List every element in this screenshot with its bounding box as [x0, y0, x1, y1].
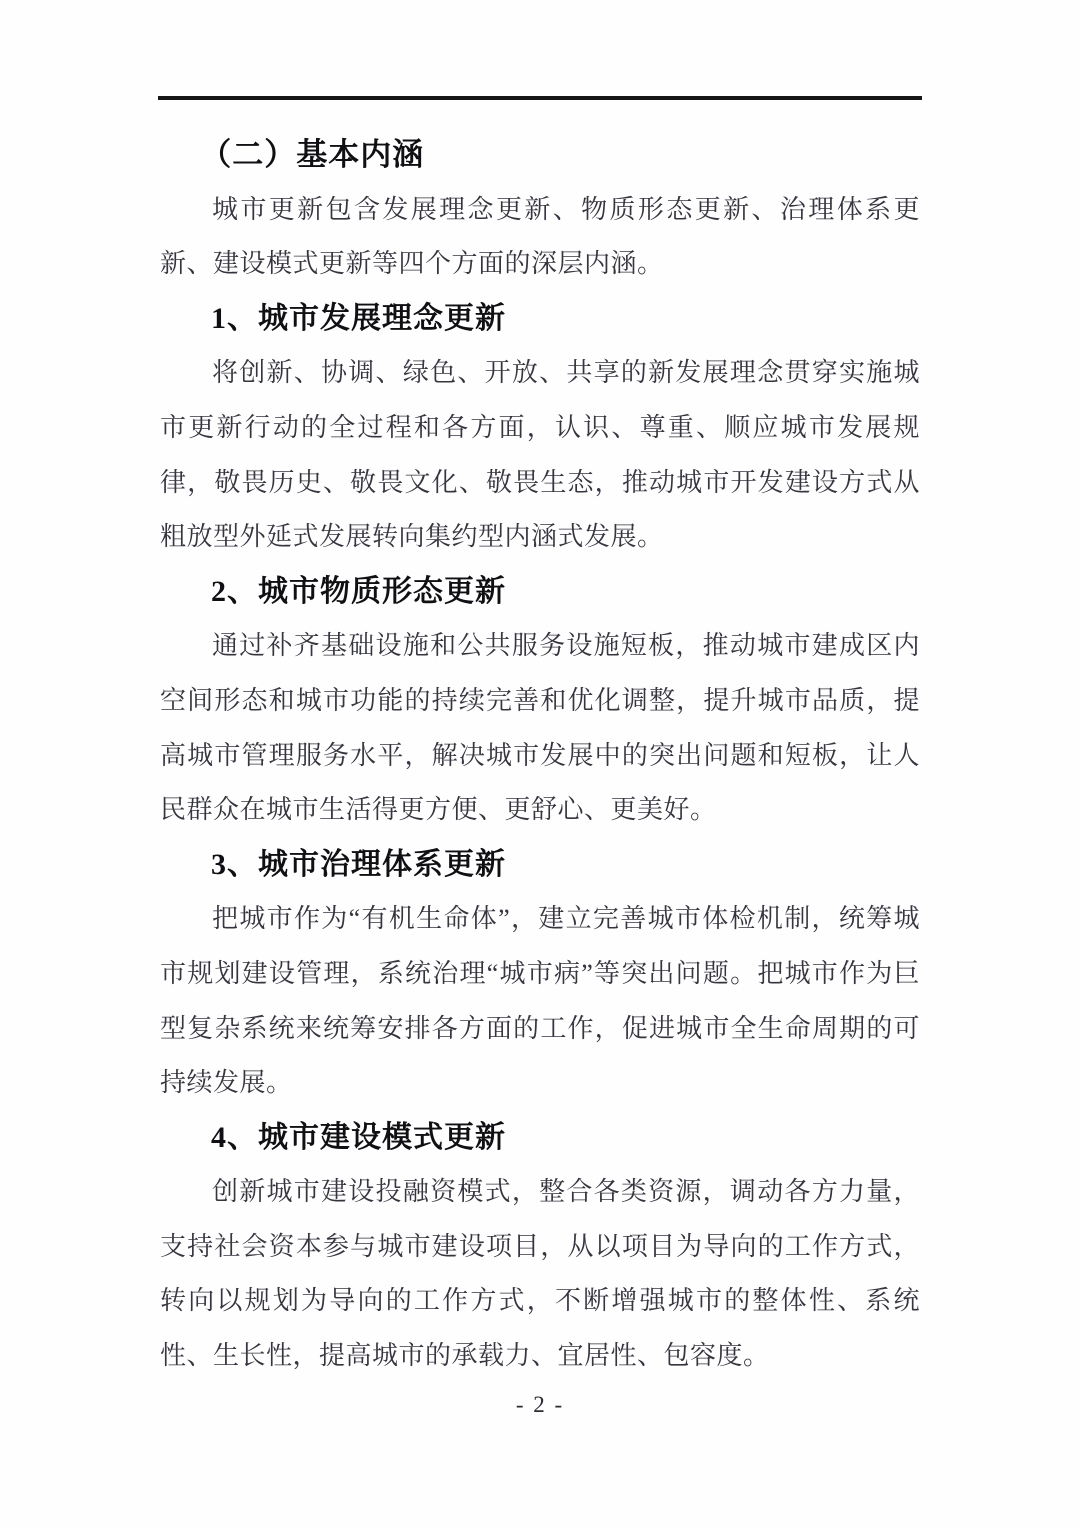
page-number: - 2 -	[515, 1392, 565, 1417]
intro-paragraph: 城市更新包含发展理念更新、物质形态更新、治理体系更新、建设模式更新等四个方面的深层内涵。	[160, 194, 920, 279]
subsection-3-paragraph: 把城市作为“有机生命体”，建立完善城市体检机制，统筹城市规划建设管理，系统治理“城市病”等突出问题。把城市作为巨型复杂系统来统筹安排各方面的工作，促进城市全生命周期的可持续发展。	[160, 904, 920, 1098]
section-heading: （二）基本内涵	[200, 137, 425, 172]
document-content	[160, 128, 920, 1384]
subsection-3-heading: 3、城市治理体系更新	[211, 847, 506, 881]
subsection-2-heading: 2、城市物质形态更新	[211, 574, 506, 608]
header-rule	[158, 96, 922, 100]
subsection-1-heading: 1、城市发展理念更新	[211, 301, 506, 335]
subsection-2-paragraph: 通过补齐基础设施和公共服务设施短板，推动城市建成区内空间形态和城市功能的持续完善和优化调整，提升城市品质，提高城市管理服务水平，解决城市发展中的突出问题和短板，让人民群众在城市生活得更方便、更舒心、更美好。	[160, 631, 920, 825]
subsection-4-heading: 4、城市建设模式更新	[211, 1120, 506, 1154]
subsection-1-paragraph: 将创新、协调、绿色、开放、共享的新发展理念贯穿实施城市更新行动的全过程和各方面，认识、尊重、顺应城市发展规律，敬畏历史、敬畏文化、敬畏生态，推动城市开发建设方式从粗放型外延式发展转向集约型内涵式发展。	[160, 358, 920, 552]
subsection-4-paragraph: 创新城市建设投融资模式，整合各类资源，调动各方力量，支持社会资本参与城市建设项目，从以项目为导向的工作方式，转向以规划为导向的工作方式，不断增强城市的整体性、系统性、生长性，提高城市的承载力、宜居性、包容度。	[160, 1177, 920, 1371]
